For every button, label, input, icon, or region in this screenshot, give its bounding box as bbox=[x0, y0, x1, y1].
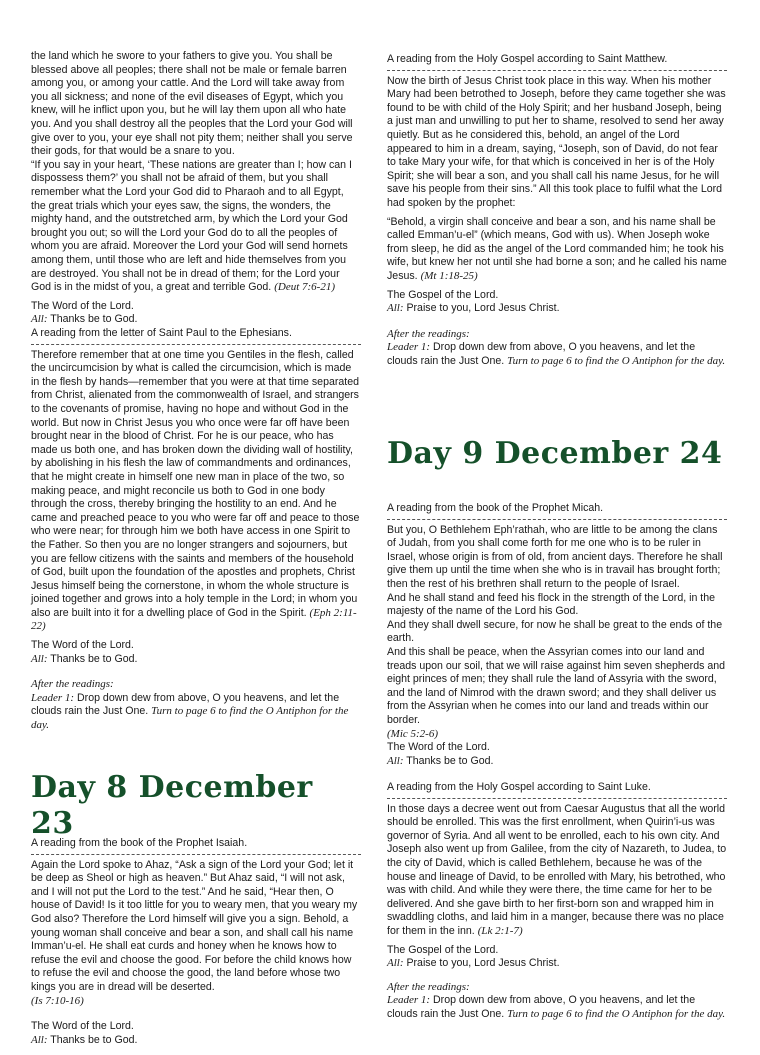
word-of-the-lord: The Word of the Lord. bbox=[387, 741, 490, 754]
response: All: Thanks be to God. bbox=[31, 652, 138, 665]
reading-text: Therefore remember that at one time you Gentiles in the flesh, called the uncircumcision by what is called the circumcision, which is made in the flesh by hands—remember that you were at that time separated from Christ, alienated from the commonwealth of Israel, and strangers to the covenants of promise, having no hope and without God in the world. But now in Christ Jesus you who once were far off have been brought near in the blood of Christ. For he is our peace, who has made us both one, and has broken down the dividing wall of hostility, by abolishing in his flesh the law of commandments and ordinances, that he might create in himself one new man in place of the two, so making peace, and might reconcile us both to God in one body through the cross, thereby bringing the hostility to an end. And he came and preached peace to you who were far off and peace to those who were near; for through him we both have access in one Spirit to the Father. So then you are no longer strangers and sojourners, but you are fellow citizens with the saints and members of the household of God, built upon the foundation of the apostles and prophets, Christ Jesus himself being the cornerstone, in whom the whole structure is joined together and grows into a holy temple in the Lord; in whom you also are built into it for a dwelling place of God in the Spirit. (Eph 2:11-22) bbox=[31, 348, 360, 633]
reading-text: “If you say in your heart, ‘These nations are greater than I; how can I dispossess them?’ you shall not be afraid of them, but you shall remember what the Lord your God did to Pharaoh and to all Egypt, the great trials which your eyes saw, the signs, the wonders, the mighty hand, and the outstretched arm, by which the Lord your God brought you out; so will the Lord your God do to all the peoples of whom you are afraid. Moreover the Lord your God will send hornets among them, until those who are left and hide themselves from you are destroyed. You shall not be in dread of them; for the Lord your God is in the midst of you, a great and terrible God. (Deut 7:6-21) bbox=[31, 158, 352, 294]
response: All: Thanks be to God. bbox=[31, 1033, 138, 1046]
response: All: Praise to you, Lord Jesus Christ. bbox=[387, 957, 560, 970]
after-readings-label: After the readings: bbox=[387, 980, 470, 993]
response: All: Praise to you, Lord Jesus Christ. bbox=[387, 302, 560, 315]
isaiah-reading bbox=[31, 837, 361, 1047]
reading-text: And this shall be peace, when the Assyrian comes into our land and treads upon our soil, that we will raise against him seven shepherds and eight princes of men; they shall rule the land of Assyria with the sword, and the land of Nimrod with the drawn sword; and they shall deliver us from the Assyrian when he comes into our land and treads within our border. bbox=[387, 645, 726, 726]
word-of-the-lord: The Word of the Lord. bbox=[31, 639, 134, 652]
deuteronomy-reading bbox=[31, 50, 361, 327]
day-8-heading bbox=[31, 770, 361, 842]
after-readings-label: After the readings: bbox=[387, 327, 470, 340]
word-of-the-lord: The Word of the Lord. bbox=[31, 299, 134, 312]
leader-prayer: Leader 1: Drop down dew from above, O you heavens, and let the clouds rain the Just One. Turn to page 6 to find the O Antiphon for the day. bbox=[387, 994, 726, 1020]
reading-text: Now the birth of Jesus Christ took place in this way. When his mother Mary had been betrothed to Joseph, before they came together she was found to be with child of the Holy Spirit; and her husband Joseph, being a just man and unwilling to put her to shame, resolved to send her away quietly. But as he considered this, behold, an angel of the Lord appeared to him in a dream, saying, “Joseph, son of David, do not fear to take Mary your wife, for that which is conceived in her is of the Holy Spirit; she will bear a son, and you shall call his name Jesus, for he will save his people from their sins.” All this took place to fulfil what the Lord had spoken by the prophet: bbox=[387, 74, 726, 209]
day-9-heading bbox=[387, 436, 727, 472]
reading-heading: A reading from the letter of Saint Paul to the Ephesians. bbox=[31, 327, 361, 345]
word-of-the-lord: The Word of the Lord. bbox=[31, 1020, 134, 1033]
reading-heading: A reading from the book of the Prophet Micah. bbox=[387, 502, 727, 520]
matthew-reading bbox=[387, 53, 727, 368]
day-title: Day 9 December 24 bbox=[387, 436, 723, 471]
reading-heading: A reading from the Holy Gospel according to Saint Luke. bbox=[387, 781, 727, 799]
after-readings-label: After the readings: bbox=[31, 678, 114, 691]
reading-text: And he shall stand and feed his flock in the strength of the Lord, in the majesty of the name of the Lord his God. bbox=[387, 591, 716, 618]
reading-text: the land which he swore to your fathers to give you. You shall be blessed above all peoples; there shall not be male or female barren among you, or among your cattle. And the Lord will take away from you all sickness; and none of the evil diseases of Egypt, which you knew, will he inflict upon you, but he will lay them upon all who hate you. And you shall destroy all the peoples that the Lord your God will give over to you, your eye shall not pity them; neither shall you serve their gods, for that would be a snare to you. bbox=[31, 50, 353, 158]
reading-heading: A reading from the book of the Prophet Isaiah. bbox=[31, 837, 361, 855]
scripture-reference: (Is 7:10-16) bbox=[31, 994, 84, 1007]
gospel-of-the-lord: The Gospel of the Lord. bbox=[387, 943, 499, 956]
reading-heading: A reading from the Holy Gospel according to Saint Matthew. bbox=[387, 53, 727, 71]
scripture-reference: (Mt 1:18-25) bbox=[420, 269, 478, 282]
luke-reading bbox=[387, 781, 727, 1022]
reading-text: And they shall dwell secure, for now he shall be great to the ends of the earth. bbox=[387, 618, 723, 645]
leader-prayer: Leader 1: Drop down dew from above, O you heavens, and let the clouds rain the Just One. Turn to page 6 to find the O Antiphon for the day. bbox=[387, 341, 726, 367]
micah-reading bbox=[387, 502, 727, 768]
response: All: Thanks be to God. bbox=[387, 754, 494, 767]
response: All: Thanks be to God. bbox=[31, 313, 138, 326]
ephesians-reading bbox=[31, 327, 361, 733]
reading-text: “Behold, a virgin shall conceive and bear a son, and his name shall be called Emman’u-el” (which means, God with us). When Joseph woke from sleep, he did as the angel of the Lord commanded him; he took his wife, but knew her not until she had borne a son; and he called his name Jesus. (Mt 1:18-25) bbox=[387, 215, 727, 282]
day-title: Day 8 December 23 bbox=[31, 770, 313, 841]
scripture-reference: (Eph 2:11-22) bbox=[31, 606, 357, 633]
leader-prayer: Leader 1: Drop down dew from above, O you heavens, and let the clouds rain the Just One. Turn to page 6 to find the O Antiphon for the day. bbox=[31, 691, 349, 732]
reading-text: Again the Lord spoke to Ahaz, “Ask a sign of the Lord your God; let it be deep as Sheol or high as heaven.” But Ahaz said, “I will not ask, and I will not put the Lord to the test.” And he said, “Hear then, O house of David! Is it too little for you to weary men, that you weary my God also? Therefore the Lord himself will give you a sign. Behold, a young woman shall conceive and bear a son, and shall call his name Imman’u-el. He shall eat curds and honey when he knows how to refuse the evil and choose the good. For before the child knows how to refuse the evil and choose the good, the land before whose two kings you are in dread will be deserted. bbox=[31, 858, 358, 993]
scripture-reference: (Deut 7:6-21) bbox=[274, 281, 336, 294]
reading-text: But you, O Bethlehem Eph’rathah, who are little to be among the clans of Judah, from you shall come forth for me one who is to be ruler in Israel, whose origin is from of old, from ancient days. Therefore he shall give them up until the time when she who is in travail has brought forth; then the rest of his brethren shall return to the people of Israel. bbox=[387, 523, 723, 590]
gospel-of-the-lord: The Gospel of the Lord. bbox=[387, 288, 499, 301]
reading-text: In those days a decree went out from Caesar Augustus that all the world should be enrolled. This was the first enrollment, when Quirin’i-us was governor of Syria. And all went to be enrolled, each to his own city. And Joseph also went up from Galilee, from the city of Nazareth, to Judea, to the city of David, which is called Bethlehem, because he was of the house and lineage of David, to be enrolled with Mary, his betrothed, who was with child. And while they were there, the time came for her to be delivered. And she gave birth to her first-born son and wrapped him in swaddling cloths, and laid him in a manger, because there was no place for them in the inn. (Lk 2:1-7) bbox=[387, 802, 727, 937]
scripture-reference: (Mic 5:2-6) bbox=[387, 727, 439, 740]
scripture-reference: (Lk 2:1-7) bbox=[477, 924, 523, 937]
